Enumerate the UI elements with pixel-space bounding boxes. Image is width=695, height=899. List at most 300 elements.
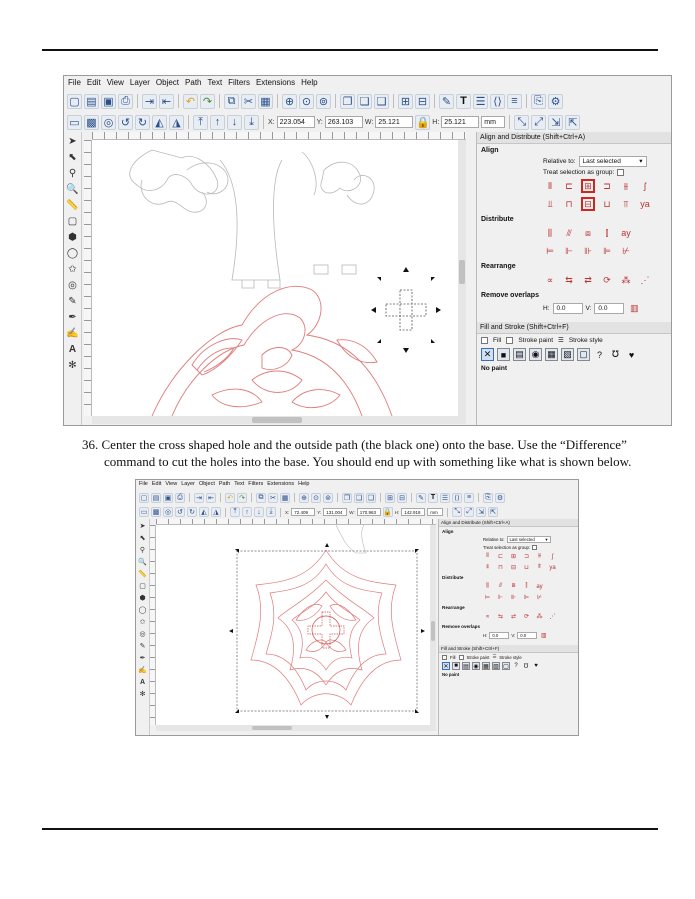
raise-to-top-icon[interactable]: ⤒ (230, 507, 240, 517)
center-horizontal-axis-icon[interactable]: ⊟ (581, 197, 595, 211)
unit-select[interactable]: mm (481, 116, 505, 128)
align-icon[interactable]: ≡ (507, 94, 522, 109)
align-top-to-bottom-icon[interactable]: ⫪ (623, 198, 629, 209)
distribute-buttons-row-2 (477, 242, 672, 260)
horizontal-ruler (92, 132, 466, 140)
distribute-vbaseline-icon[interactable]: ⊬ (536, 595, 543, 601)
unlink-clone-icon[interactable]: ❑ (367, 494, 375, 502)
distribute-left-icon[interactable]: ⫼ (547, 227, 553, 238)
measure-tool-icon[interactable]: 📏 (66, 199, 79, 211)
star-tool-icon[interactable]: ✩ (139, 619, 146, 626)
remove-overlaps-button[interactable]: ▥ (540, 633, 547, 639)
text-tool-icon[interactable]: A (139, 678, 146, 686)
lower-to-bottom-icon[interactable]: ⤓ (266, 507, 276, 517)
distribute-buttons-row-2 (439, 592, 579, 603)
text-tool-icon[interactable]: A (68, 343, 77, 355)
align-right-edges-icon[interactable]: ⊐ (523, 554, 530, 560)
export-icon[interactable]: ⇤ (206, 493, 216, 503)
w-input[interactable]: 170.963 (357, 508, 381, 516)
layers-icon[interactable]: ☰ (473, 94, 488, 109)
distribute-bottom-icon[interactable]: ⊫ (523, 595, 530, 601)
ungroup-icon[interactable]: ⊟ (415, 94, 430, 109)
center-vertical-axis-icon[interactable]: ⊞ (510, 554, 517, 560)
menu-layer[interactable]: Layer (129, 78, 150, 87)
unset-paint-icon[interactable]: ? (514, 663, 518, 669)
undo-icon[interactable]: ↶ (183, 94, 198, 109)
print-icon[interactable]: ⎙ (175, 493, 185, 503)
fill-rule-evenodd-icon[interactable]: ℧ (612, 349, 619, 359)
align-buttons-row-2 (477, 195, 672, 213)
redo-icon[interactable]: ↷ (200, 94, 215, 109)
align-top-edges-icon[interactable]: ⊓ (565, 198, 573, 209)
flip-horizontal-icon[interactable]: ◭ (199, 507, 209, 517)
docked-dialogs (476, 132, 672, 426)
align-left-to-right-icon[interactable]: ⫵ (623, 180, 629, 191)
spray-tool-icon[interactable]: ✻ (68, 359, 77, 371)
align-dialog-title: Align and Distribute (Shift+Ctrl+A) (477, 132, 672, 144)
duplicate-icon[interactable]: ❐ (340, 94, 355, 109)
radial-gradient-button[interactable]: ◉ (529, 348, 542, 361)
3d-box-tool-icon[interactable]: ⬢ (139, 595, 146, 602)
distribute-right-icon[interactable]: ⫿ (525, 583, 528, 589)
vertical-scroll-thumb[interactable] (431, 621, 435, 641)
menu-object[interactable]: Object (155, 78, 180, 87)
width-field: W: 170.963 (349, 508, 380, 516)
menu-path[interactable]: Path (185, 78, 202, 87)
drawing-canvas[interactable] (92, 140, 458, 416)
lower-icon[interactable]: ↓ (227, 115, 242, 130)
zoom-selection-icon[interactable]: ⊕ (299, 493, 309, 503)
tab-fill[interactable]: Fill (493, 336, 502, 344)
tweak-tool-icon[interactable]: ⚲ (68, 167, 77, 179)
overlap-spacing-row: H: 0.0 V: 0.0 ▥ (477, 300, 672, 316)
h-gap-input[interactable]: 0.0 (489, 632, 509, 639)
chevron-down-icon: ▾ (639, 158, 643, 165)
group-icon[interactable]: ⊞ (398, 94, 413, 109)
zoom-page-icon[interactable]: ⊚ (316, 94, 331, 109)
remove-overlaps-button[interactable]: ▥ (630, 302, 639, 313)
h-input[interactable]: 142.918 (401, 508, 425, 516)
flat-color-button[interactable]: ■ (497, 348, 510, 361)
print-icon[interactable]: ⎙ (118, 94, 133, 109)
treat-as-group-checkbox[interactable] (532, 545, 537, 550)
align-bottom-to-top-icon[interactable]: ⫫ (485, 564, 490, 570)
spiral-tool-icon[interactable]: ◎ (68, 279, 77, 291)
document-properties-icon[interactable]: ⎘ (483, 493, 493, 503)
tab-stroke-style[interactable]: Stroke style (499, 654, 522, 660)
distribute-vgaps-icon[interactable]: ⊪ (584, 245, 592, 256)
zoom-tool-icon[interactable]: 🔍 (138, 559, 147, 566)
center-horizontal-axis-icon[interactable]: ⊟ (510, 565, 517, 571)
distribute-gaps-icon[interactable]: ⧈ (585, 227, 591, 238)
distribute-baseline-icon[interactable]: ay (621, 228, 631, 238)
save-icon[interactable]: ▣ (164, 494, 172, 502)
connector-network-icon[interactable]: ∝ (485, 614, 490, 620)
align-text-baseline-icon[interactable]: ya (549, 564, 556, 571)
align-buttons-row-2 (439, 562, 579, 573)
chevron-down-icon: ▾ (545, 537, 548, 542)
exchange-clockwise-icon[interactable]: ⟳ (603, 274, 611, 285)
lock-icon[interactable]: 🔒 (415, 116, 430, 129)
w-input[interactable]: 25.121 (375, 116, 413, 128)
pencil-tool-icon[interactable]: ✎ (68, 295, 77, 307)
fill-stroke-icon[interactable]: ✎ (416, 493, 426, 503)
menu-file[interactable]: File (68, 78, 81, 87)
step-number: 36. (82, 437, 99, 452)
unset-paint-icon[interactable]: ? (596, 349, 602, 360)
horizontal-scrollbar[interactable] (92, 416, 466, 424)
flip-vertical-icon[interactable]: ◮ (169, 115, 184, 130)
paste-icon[interactable]: ▦ (258, 94, 273, 109)
fill-rule-nonzero-icon[interactable]: ♥ (534, 663, 538, 669)
v-gap-input[interactable]: 0.0 (517, 632, 537, 639)
menu-layer[interactable]: Layer (181, 481, 195, 487)
remove-overlaps-label: Remove overlaps (481, 292, 539, 299)
fill-stroke-tabs (439, 653, 579, 661)
rectangle-tool-icon[interactable]: ▢ (139, 583, 146, 590)
text-font-icon[interactable]: T (456, 94, 471, 109)
exchange-z-order-icon[interactable]: ⇄ (510, 614, 517, 620)
align-right-to-left-icon[interactable]: ⫴ (548, 180, 552, 191)
h-gap-input[interactable]: 0.0 (553, 303, 583, 314)
rectangle-tool-icon[interactable]: ▢ (67, 215, 78, 227)
fill-rule-nonzero-icon[interactable]: ♥ (628, 349, 635, 360)
menu-filters[interactable]: Filters (248, 481, 264, 487)
paste-icon[interactable]: ▦ (281, 494, 289, 502)
randomize-icon[interactable]: ⁂ (621, 274, 631, 285)
no-paint-button[interactable]: ✕ (481, 348, 494, 361)
exchange-z-order-icon[interactable]: ⇄ (584, 274, 592, 285)
connector-network-icon[interactable]: ∝ (546, 274, 554, 285)
preferences-icon[interactable]: ⚙ (496, 494, 504, 502)
tool-controls-bar (136, 505, 578, 519)
text-font-icon[interactable]: T (428, 493, 438, 503)
distribute-gaps-icon[interactable]: ⧈ (511, 583, 516, 589)
deselect-icon[interactable]: ◎ (101, 115, 116, 130)
zoom-selection-icon[interactable]: ⊕ (282, 94, 297, 109)
menu-file[interactable]: File (139, 481, 148, 487)
x-input[interactable]: 223.054 (277, 116, 315, 128)
raise-to-top-icon[interactable]: ⤒ (193, 115, 208, 130)
distribute-top-icon[interactable]: ⊨ (546, 245, 554, 256)
fill-tab-icon (442, 655, 447, 660)
exchange-positions-icon[interactable]: ⇆ (497, 614, 504, 620)
swatch-button[interactable]: ▢ (503, 663, 509, 670)
open-folder-icon[interactable]: ▤ (152, 494, 160, 502)
calligraphy-tool-icon[interactable]: ✍ (66, 327, 79, 339)
menu-edit[interactable]: Edit (86, 78, 101, 87)
align-top-to-bottom-icon[interactable]: ⫪ (537, 564, 542, 570)
align-section-label: Align (442, 529, 454, 534)
pencil-tool-icon[interactable]: ✎ (139, 643, 146, 650)
h-input[interactable]: 25.121 (441, 116, 479, 128)
select-all-icon[interactable]: ▭ (140, 509, 148, 516)
raise-icon[interactable]: ↑ (210, 115, 225, 130)
docked-dialogs (438, 519, 579, 736)
horizontal-scroll-thumb[interactable] (252, 417, 302, 423)
swatch-button[interactable]: ▢ (577, 348, 590, 361)
flat-color-button[interactable]: ■ (452, 662, 460, 670)
node-tool-icon[interactable]: ⬉ (139, 535, 146, 542)
x-coordinate: X: 223.054 (268, 116, 315, 128)
tab-stroke-paint[interactable]: Stroke paint (466, 654, 490, 660)
menu-path[interactable]: Path (218, 481, 231, 487)
xml-editor-icon[interactable]: ⟨⟩ (490, 94, 505, 109)
ellipse-tool-icon[interactable]: ◯ (138, 607, 147, 614)
ungroup-icon[interactable]: ⊟ (397, 493, 407, 503)
unlink-clone-icon[interactable]: ❑ (374, 94, 389, 109)
exchange-clockwise-icon[interactable]: ⟳ (523, 614, 530, 620)
align-baseline-icon[interactable]: ʃ (644, 181, 646, 191)
cut-icon[interactable]: ✂ (268, 493, 278, 503)
clone-icon[interactable]: ❏ (357, 94, 372, 109)
treat-as-group-row: Treat selection as group: (477, 168, 672, 177)
treat-as-group-checkbox[interactable] (617, 169, 624, 176)
spiral-tool-icon[interactable]: ◎ (139, 631, 146, 638)
menu-object[interactable]: Object (198, 481, 215, 487)
align-bottom-edges-icon[interactable]: ⊔ (603, 198, 611, 209)
x-coordinate: X: 72.409 (285, 508, 315, 516)
copy-icon[interactable]: ⧉ (224, 94, 239, 109)
distribute-middle-icon[interactable]: ⊩ (565, 245, 573, 256)
measure-tool-icon[interactable]: 📏 (138, 571, 147, 578)
y-coordinate: Y: 131.004 (317, 508, 347, 516)
move-patterns-icon[interactable]: ⇱ (488, 507, 498, 517)
open-folder-icon[interactable]: ▤ (84, 94, 99, 109)
save-icon[interactable]: ▣ (101, 94, 116, 109)
import-icon[interactable]: ⇥ (142, 94, 157, 109)
relative-to-select[interactable]: Last selected ▾ (507, 536, 551, 543)
menu-filters[interactable]: Filters (228, 78, 250, 87)
distribute-section-label: Distribute (442, 575, 464, 580)
duplicate-icon[interactable]: ❐ (343, 494, 351, 502)
v-gap-input[interactable]: 0.0 (594, 303, 624, 314)
horizontal-scroll-thumb[interactable] (252, 726, 292, 730)
flip-horizontal-icon[interactable]: ◭ (152, 115, 167, 130)
menu-help[interactable]: Help (301, 78, 318, 87)
step-instruction (82, 436, 662, 470)
distribute-buttons-row-1 (477, 224, 672, 242)
cut-icon[interactable]: ✂ (241, 94, 256, 109)
rotate-ccw-icon[interactable]: ↺ (118, 115, 133, 130)
step-text: Center the cross shaped hole and the outside path (the black one) onto the base. Use the “Difference” command to cut the holes into the base. You should end up with something like what is shown below. (101, 437, 632, 469)
toolbox (136, 519, 150, 736)
scale-corners-icon[interactable]: ⤢ (531, 115, 546, 130)
align-baseline-icon[interactable]: ʃ (551, 553, 554, 560)
radial-gradient-button[interactable]: ◉ (473, 663, 479, 670)
align-bottom-to-top-icon[interactable]: ⫫ (547, 198, 553, 209)
vertical-scrollbar[interactable] (458, 140, 466, 416)
menu-view[interactable]: View (165, 481, 178, 487)
pen-tool-icon[interactable]: ✒ (68, 311, 77, 323)
mesh-gradient-button[interactable]: ▦ (545, 348, 558, 361)
undo-icon[interactable]: ↶ (225, 493, 235, 503)
distribute-center-icon[interactable]: ⫻ (566, 227, 572, 238)
rotate-cw-icon[interactable]: ↻ (135, 115, 150, 130)
center-vertical-axis-icon[interactable]: ⊞ (581, 179, 595, 193)
rotate-ccw-icon[interactable]: ↺ (175, 507, 185, 517)
document-properties-icon[interactable]: ⎘ (531, 94, 546, 109)
pattern-button[interactable]: ▧ (493, 663, 499, 670)
y-input[interactable]: 131.004 (323, 508, 347, 516)
scale-corners-icon[interactable]: ⤢ (464, 507, 474, 517)
design-drawing (92, 140, 458, 416)
select-all-icon[interactable]: ▭ (67, 115, 82, 130)
node-tool-icon[interactable]: ⬉ (68, 151, 77, 163)
spray-tool-icon[interactable]: ✻ (139, 691, 146, 698)
fill-stroke-dialog-title: Fill and Stroke (Shift+Ctrl+F) (477, 322, 672, 334)
menu-edit[interactable]: Edit (151, 481, 162, 487)
stroke-paint-tab-icon (506, 337, 513, 344)
stroke-style-tab-icon: ☰ (558, 337, 564, 344)
align-left-to-right-icon[interactable]: ⫵ (538, 553, 541, 559)
copy-icon[interactable]: ⧉ (256, 493, 266, 503)
move-gradients-icon[interactable]: ⇲ (476, 507, 486, 517)
stroke-style-tab-icon: ☰ (492, 654, 497, 659)
vertical-ruler (84, 140, 92, 416)
new-document-icon[interactable]: ▢ (67, 94, 82, 109)
unclump-icon[interactable]: ⋰ (640, 274, 650, 285)
select-all-layers-icon[interactable]: ▩ (152, 509, 160, 516)
scale-stroke-icon[interactable]: ⤡ (514, 115, 529, 130)
deselect-icon[interactable]: ◎ (164, 509, 172, 516)
relative-to-row: Relative to: Last selected ▾ (439, 535, 579, 544)
distribute-baseline-icon[interactable]: ay (536, 583, 543, 590)
layers-icon[interactable]: ☰ (441, 494, 449, 502)
tab-fill[interactable]: Fill (450, 654, 456, 660)
selector-tool-icon[interactable]: ➤ (139, 523, 146, 530)
pattern-button[interactable]: ▧ (561, 348, 574, 361)
align-left-edges-icon[interactable]: ⊏ (565, 180, 573, 191)
scale-stroke-icon[interactable]: ⤡ (452, 507, 462, 517)
exchange-positions-icon[interactable]: ⇆ (565, 274, 573, 285)
align-right-edges-icon[interactable]: ⊐ (603, 180, 611, 191)
lock-icon[interactable]: 🔒 (383, 509, 393, 516)
mandala-paths (152, 286, 392, 416)
group-icon[interactable]: ⊞ (385, 493, 395, 503)
tweak-tool-icon[interactable]: ⚲ (139, 547, 146, 554)
preferences-icon[interactable]: ⚙ (548, 94, 563, 109)
lower-to-bottom-icon[interactable]: ⤓ (244, 115, 259, 130)
menu-view[interactable]: View (106, 78, 124, 87)
zoom-drawing-icon[interactable]: ⊙ (311, 493, 321, 503)
raise-icon[interactable]: ↑ (242, 507, 252, 517)
rotate-cw-icon[interactable]: ↻ (187, 507, 197, 517)
fill-stroke-icon[interactable]: ✎ (439, 94, 454, 109)
pen-tool-icon[interactable]: ✒ (139, 655, 146, 662)
selection-bbox (237, 551, 417, 711)
xml-editor-icon[interactable]: ⟨⟩ (452, 493, 462, 503)
menu-text[interactable]: Text (234, 481, 245, 487)
width-field: W: 25.121 (365, 116, 413, 128)
distribute-top-icon[interactable]: ⊨ (484, 595, 491, 601)
distribute-middle-icon[interactable]: ⊩ (497, 595, 504, 601)
clone-icon[interactable]: ❏ (355, 494, 363, 502)
horizontal-scrollbar[interactable] (156, 725, 436, 731)
fill-stroke-dialog-title: Fill and Stroke (Shift+Ctrl+F) (439, 645, 579, 653)
mesh-gradient-button[interactable]: ▦ (483, 663, 489, 670)
menu-extensions[interactable]: Extensions (255, 78, 296, 87)
height-field: H: 142.918 (395, 508, 426, 516)
inkscape-screenshot-1 (63, 75, 672, 426)
no-paint-button[interactable]: ✕ (443, 663, 449, 670)
lower-icon[interactable]: ↓ (254, 507, 264, 517)
rearrange-section-label: Rearrange (442, 605, 465, 610)
distribute-vbaseline-icon[interactable]: ⊬ (622, 245, 630, 256)
vertical-scrollbar[interactable] (430, 525, 436, 725)
3d-box-tool-icon[interactable]: ⬢ (68, 231, 77, 243)
tab-stroke-style[interactable]: Stroke style (568, 336, 603, 344)
ellipse-tool-icon[interactable]: ◯ (66, 247, 79, 259)
align-bottom-edges-icon[interactable]: ⊔ (524, 565, 529, 571)
align-top-edges-icon[interactable]: ⊓ (498, 565, 503, 571)
menu-help[interactable]: Help (298, 481, 310, 487)
treat-as-group-row: Treat selection as group: (439, 544, 579, 551)
linear-gradient-button[interactable]: ▤ (513, 348, 526, 361)
rearrange-buttons-row (477, 271, 672, 289)
menu-text[interactable]: Text (207, 78, 223, 87)
relative-to-select[interactable]: Last selected ▾ (579, 156, 647, 167)
distribute-left-icon[interactable]: ⫼ (486, 583, 489, 589)
vertical-scroll-thumb[interactable] (459, 260, 465, 284)
unit-select[interactable]: mm (427, 508, 443, 516)
unclump-icon[interactable]: ⋰ (549, 614, 556, 620)
stroke-paint-tab-icon (459, 655, 464, 660)
rearrange-section-label: Rearrange (481, 263, 516, 270)
redo-icon[interactable]: ↷ (237, 493, 247, 503)
distribute-right-icon[interactable]: ⫿ (605, 227, 609, 238)
menu-bar (136, 480, 578, 488)
paint-type-row (439, 661, 579, 671)
drawing-canvas[interactable] (156, 525, 430, 725)
tab-stroke-paint[interactable]: Stroke paint (518, 336, 553, 344)
zoom-drawing-icon[interactable]: ⊙ (299, 94, 314, 109)
star-tool-icon[interactable]: ✩ (68, 263, 77, 275)
selector-tool-icon[interactable]: ➤ (68, 135, 77, 147)
align-left-edges-icon[interactable]: ⊏ (497, 554, 504, 560)
select-all-layers-icon[interactable]: ▩ (84, 115, 99, 130)
linear-gradient-button[interactable]: ▤ (463, 663, 469, 670)
inkscape-screenshot-2 (135, 479, 579, 736)
move-gradients-icon[interactable]: ⇲ (548, 115, 563, 130)
zoom-page-icon[interactable]: ⊚ (323, 493, 333, 503)
distribute-bottom-icon[interactable]: ⊫ (603, 245, 611, 256)
flip-vertical-icon[interactable]: ◮ (211, 507, 221, 517)
new-document-icon[interactable]: ▢ (140, 494, 148, 502)
zoom-tool-icon[interactable]: 🔍 (66, 183, 79, 195)
distribute-vgaps-icon[interactable]: ⊪ (510, 595, 517, 601)
menu-extensions[interactable]: Extensions (267, 481, 295, 487)
align-text-baseline-icon[interactable]: ya (640, 199, 650, 209)
import-icon[interactable]: ⇥ (194, 493, 204, 503)
move-patterns-icon[interactable]: ⇱ (565, 115, 580, 130)
export-icon[interactable]: ⇤ (159, 94, 174, 109)
align-icon[interactable]: ≡ (464, 493, 474, 503)
commands-bar (64, 90, 671, 112)
selection-handles (371, 267, 441, 353)
distribute-center-icon[interactable]: ⫻ (498, 583, 503, 589)
cross-hole-selection (386, 290, 426, 330)
x-input[interactable]: 72.409 (291, 508, 315, 516)
y-input[interactable]: 263.103 (325, 116, 363, 128)
fill-rule-evenodd-icon[interactable]: ℧ (523, 663, 529, 670)
align-right-to-left-icon[interactable]: ⫴ (486, 553, 489, 559)
tool-controls-bar (64, 112, 671, 132)
calligraphy-tool-icon[interactable]: ✍ (138, 667, 147, 674)
tree-trunk-paths (336, 525, 366, 553)
randomize-icon[interactable]: ⁂ (536, 614, 543, 620)
toolbox (64, 132, 82, 426)
